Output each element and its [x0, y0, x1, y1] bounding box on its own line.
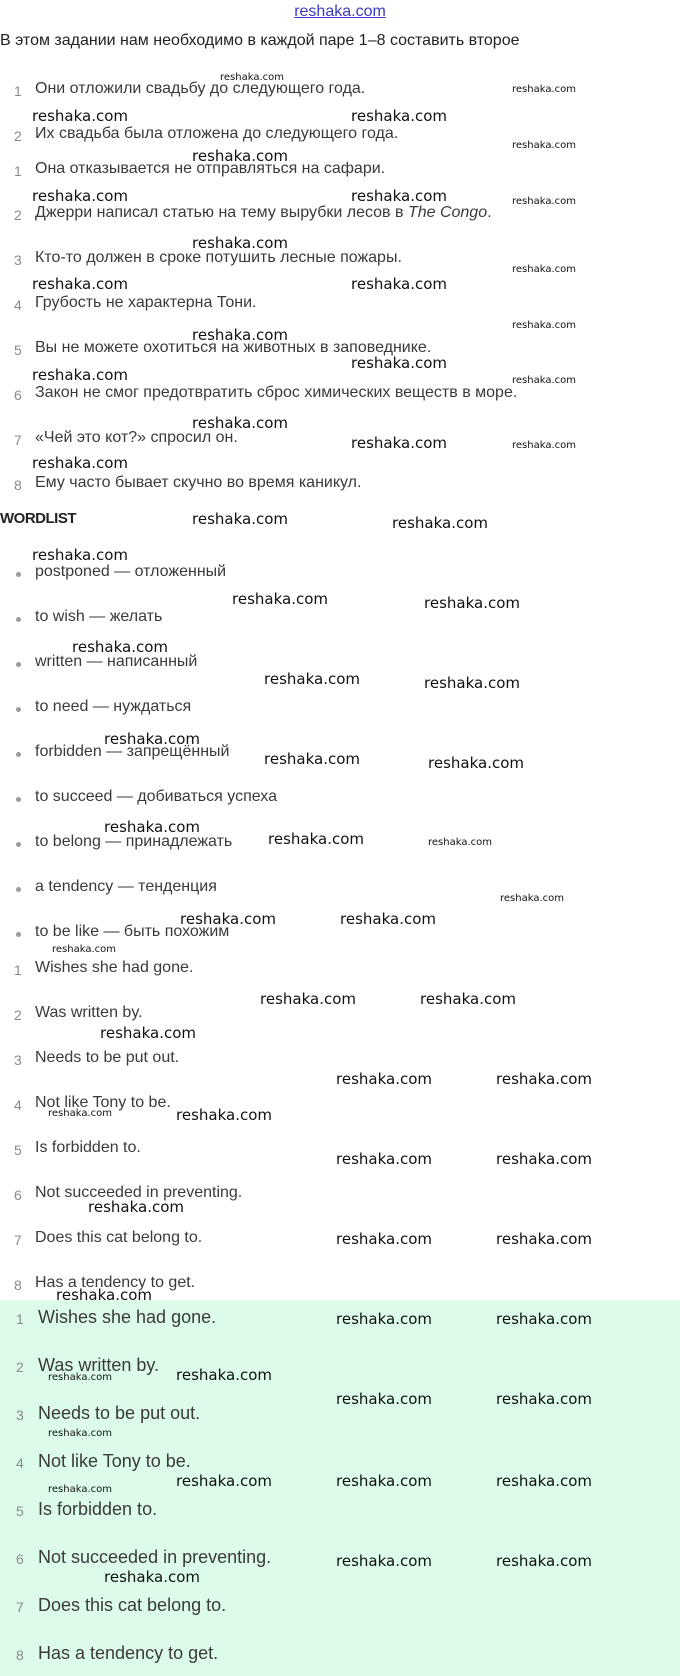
- item-text: Is forbidden to.: [38, 1499, 158, 1519]
- watermark: reshaka.com: [52, 944, 116, 955]
- watermark: reshaka.com: [232, 590, 328, 608]
- watermark: reshaka.com: [32, 546, 128, 564]
- watermark: reshaka.com: [496, 1070, 592, 1088]
- item-number: 2: [14, 1007, 22, 1023]
- item-text: Их свадьба была отложена до следующего года.: [35, 125, 399, 142]
- watermark: reshaka.com: [32, 187, 128, 205]
- watermark: reshaka.com: [512, 140, 576, 151]
- watermark: reshaka.com: [496, 1552, 592, 1570]
- watermark: reshaka.com: [424, 594, 520, 612]
- site-link[interactable]: reshaka.com: [294, 3, 386, 20]
- watermark: reshaka.com: [351, 434, 447, 452]
- watermark: reshaka.com: [428, 837, 492, 848]
- item-number: 1: [14, 962, 22, 978]
- watermark: reshaka.com: [88, 1198, 184, 1216]
- item-number: 5: [14, 342, 22, 358]
- bullet-icon: [16, 707, 21, 712]
- item-number: 2: [16, 1359, 24, 1375]
- bullet-icon: [16, 932, 21, 937]
- item-text: Not succeeded in preventing.: [38, 1547, 272, 1567]
- watermark: reshaka.com: [496, 1150, 592, 1168]
- wordlist-heading: WORDLIST: [0, 510, 76, 527]
- item-text: Needs to be put out.: [38, 1403, 201, 1423]
- watermark: reshaka.com: [351, 107, 447, 125]
- watermark: reshaka.com: [392, 514, 488, 532]
- item-number: 6: [16, 1551, 24, 1567]
- item-number: 5: [14, 1142, 22, 1158]
- item-number: 8: [14, 477, 22, 493]
- item-text: Вы не можете охотиться на животных в заповеднике.: [35, 339, 432, 356]
- watermark: reshaka.com: [72, 638, 168, 656]
- watermark: reshaka.com: [176, 1106, 272, 1124]
- watermark: reshaka.com: [264, 750, 360, 768]
- watermark: reshaka.com: [428, 754, 524, 772]
- item-text: Кто-то должен в сроке потушить лесные пожары.: [35, 249, 402, 266]
- item-number: 3: [14, 252, 22, 268]
- watermark: reshaka.com: [192, 414, 288, 432]
- item-number: 1: [16, 1311, 24, 1327]
- item-text: Does this cat belong to.: [38, 1595, 227, 1615]
- bullet-icon: [16, 842, 21, 847]
- watermark: reshaka.com: [420, 990, 516, 1008]
- bullet-icon: [16, 797, 21, 802]
- item-text: Is forbidden to.: [35, 1139, 141, 1156]
- item-number: 5: [16, 1503, 24, 1519]
- item-text: Has a tendency to get.: [35, 1274, 196, 1291]
- bullet-icon: [16, 617, 21, 622]
- item-text: Wishes she had gone.: [35, 959, 194, 976]
- watermark: reshaka.com: [268, 830, 364, 848]
- watermark: reshaka.com: [100, 1024, 196, 1042]
- watermark: reshaka.com: [48, 1484, 112, 1495]
- item-number: 4: [14, 1097, 22, 1113]
- watermark: reshaka.com: [336, 1390, 432, 1408]
- watermark: reshaka.com: [56, 1286, 152, 1304]
- item-text: Ему часто бывает скучно во время каникул.: [35, 474, 362, 491]
- watermark: reshaka.com: [180, 910, 276, 928]
- watermark: reshaka.com: [220, 72, 284, 83]
- item-text: Закон не смог предотвратить сброс химических веществ в море.: [35, 384, 518, 401]
- item-text: «Чей это кот?» спросил он.: [35, 429, 238, 446]
- item-number: 6: [14, 1187, 22, 1203]
- item-text: Wishes she had gone.: [38, 1307, 217, 1327]
- task-intro: В этом задании нам необходимо в каждой паре 1–8 составить второе: [0, 32, 520, 49]
- watermark: reshaka.com: [32, 366, 128, 384]
- item-number: 7: [16, 1599, 24, 1615]
- watermark: reshaka.com: [336, 1150, 432, 1168]
- watermark: reshaka.com: [336, 1310, 432, 1328]
- watermark: reshaka.com: [512, 320, 576, 331]
- watermark: reshaka.com: [496, 1390, 592, 1408]
- item-number: 1: [14, 83, 22, 99]
- watermark: reshaka.com: [496, 1310, 592, 1328]
- watermark: reshaka.com: [340, 910, 436, 928]
- watermark: reshaka.com: [104, 818, 200, 836]
- item-number: 4: [16, 1455, 24, 1471]
- watermark: reshaka.com: [351, 187, 447, 205]
- watermark: reshaka.com: [336, 1070, 432, 1088]
- item-number: 1: [14, 163, 22, 179]
- watermark: reshaka.com: [32, 107, 128, 125]
- watermark: reshaka.com: [496, 1472, 592, 1490]
- bullet-icon: [16, 887, 21, 892]
- watermark: reshaka.com: [496, 1230, 592, 1248]
- italic-title: The Congo: [407, 204, 488, 221]
- item-number: 8: [16, 1647, 24, 1663]
- watermark: reshaka.com: [192, 510, 288, 528]
- item-number: 6: [14, 387, 22, 403]
- watermark: reshaka.com: [336, 1472, 432, 1490]
- watermark: reshaka.com: [351, 275, 447, 293]
- watermark: reshaka.com: [512, 264, 576, 275]
- item-number: 2: [14, 207, 22, 223]
- watermark: reshaka.com: [32, 275, 128, 293]
- item-number: 8: [14, 1277, 22, 1293]
- item-text: Has a tendency to get.: [38, 1643, 219, 1663]
- item-number: 2: [14, 128, 22, 144]
- watermark: reshaka.com: [512, 84, 576, 95]
- item-text: Not like Tony to be.: [38, 1451, 191, 1471]
- watermark: reshaka.com: [336, 1230, 432, 1248]
- item-text: Not succeeded in preventing.: [35, 1184, 243, 1201]
- watermark: reshaka.com: [32, 454, 128, 472]
- watermark: reshaka.com: [512, 196, 576, 207]
- watermark: reshaka.com: [104, 1568, 200, 1586]
- watermark: reshaka.com: [176, 1366, 272, 1384]
- item-text: Она отказывается не отправляться на сафари.: [35, 160, 386, 177]
- item-text: Джерри написал статью на тему вырубки лесов в The Congo.: [35, 204, 492, 221]
- item-number: 7: [14, 1232, 22, 1248]
- item-text: Грубость не характерна Тони.: [35, 294, 257, 311]
- watermark: reshaka.com: [351, 354, 447, 372]
- bullet-icon: [16, 662, 21, 667]
- watermark: reshaka.com: [48, 1428, 112, 1439]
- item-number: 3: [16, 1407, 24, 1423]
- item-text: Was written by.: [38, 1355, 160, 1375]
- watermark: reshaka.com: [500, 893, 564, 904]
- item-number: 4: [14, 297, 22, 313]
- item-text: Not like Tony to be.: [35, 1094, 171, 1111]
- bullet-icon: [16, 572, 21, 577]
- item-text: Does this cat belong to.: [35, 1229, 203, 1246]
- watermark: reshaka.com: [192, 326, 288, 344]
- watermark: reshaka.com: [512, 440, 576, 451]
- watermark: reshaka.com: [48, 1108, 112, 1119]
- item-text: Needs to be put out.: [35, 1049, 180, 1066]
- watermark: reshaka.com: [176, 1472, 272, 1490]
- item-text: Was written by.: [35, 1004, 143, 1021]
- item-number: 7: [14, 432, 22, 448]
- item-number: 3: [14, 1052, 22, 1068]
- watermark: reshaka.com: [260, 990, 356, 1008]
- watermark: reshaka.com: [104, 730, 200, 748]
- watermark: reshaka.com: [424, 674, 520, 692]
- watermark: reshaka.com: [48, 1372, 112, 1383]
- watermark: reshaka.com: [512, 375, 576, 386]
- watermark: reshaka.com: [192, 234, 288, 252]
- watermark: reshaka.com: [192, 147, 288, 165]
- item-text: Они отложили свадьбу до следующего года.: [35, 80, 366, 97]
- bullet-icon: [16, 752, 21, 757]
- watermark: reshaka.com: [336, 1552, 432, 1570]
- watermark: reshaka.com: [264, 670, 360, 688]
